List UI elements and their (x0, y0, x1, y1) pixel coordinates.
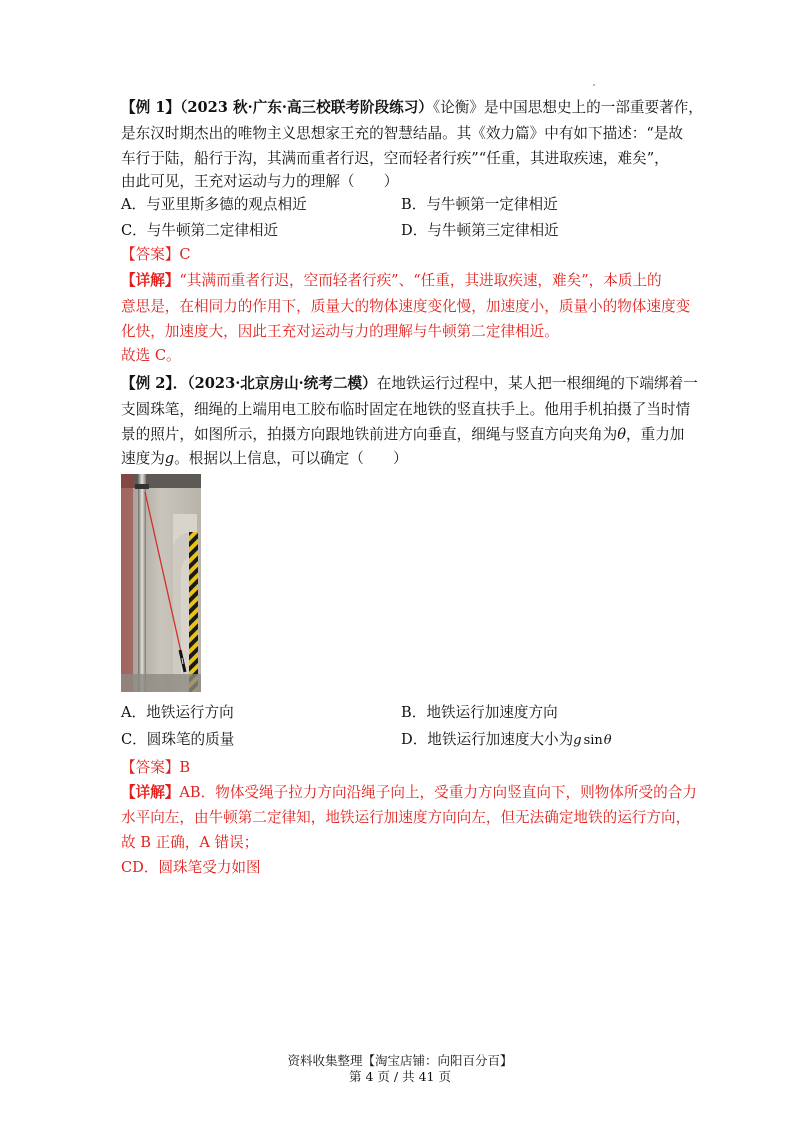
ex2-detail-2: 水平向左，由牛顿第二定律知，地铁运行加速度方向向左，但无法确定地铁的运行方向， (121, 809, 691, 826)
ex2-detail-4: CD．圆珠笔受力如图 (121, 859, 261, 876)
scan-dot (593, 84, 595, 86)
ex1-source: （2023 秋·广东·高三校联考阶段练习） (180, 99, 433, 116)
ex1-line-4: 由此可见，王充对运动与力的理解（ ） (121, 173, 399, 190)
ex1-detail-2: 意思是，在相同力的作用下，质量大的物体速度变化慢，加速度小，质量小的物体速度变 (121, 298, 691, 315)
theta-symbol: θ (617, 426, 626, 443)
ex2-line-3 (121, 423, 685, 447)
ex1-line-3: 车行于陆，船行于沟，其满而重者行迟，空而轻者行疾”“任重，其进取疾速，难矣”， (121, 150, 669, 167)
option-d-theta-symbol: θ (603, 733, 612, 748)
ex2-option-d (401, 728, 612, 753)
ex2-detail-1-text: AB．物体受绳子拉力方向沿绳子向上，受重力方向竖直向下，则物体所受的合力 (179, 784, 697, 801)
ex2-line4-text-a: 速度为 (121, 450, 165, 467)
g-symbol: g (164, 450, 175, 467)
ex2-line4-text-b: 。根据以上信息，可以确定（ ） (174, 450, 408, 467)
ex1-option-a: A．与亚里斯多德的观点相近 (121, 196, 307, 213)
ex1-detail-tag: 【详解】 (121, 272, 180, 289)
ex2-line-2: 支圆珠笔，细绳的上端用电工胶布临时固定在地铁的竖直扶手上。他用手机拍摄了当时情 (121, 401, 691, 418)
ex1-detail-3: 化快，加速度大，因此王充对运动与力的理解与牛顿第二定律相近。 (121, 323, 559, 340)
ex2-option-d-text: D．地铁运行加速度大小为 (401, 731, 574, 748)
footer-source: 资料收集整理【淘宝店铺：向阳百分百】 (287, 1053, 513, 1068)
ex2-line1-text: 在地铁运行过程中，某人把一根细绳的下端绑着一 (376, 375, 698, 392)
subway-handrail-photo (121, 474, 201, 692)
option-d-g-symbol: g (573, 733, 582, 748)
ex2-option-c: C．圆珠笔的质量 (121, 731, 235, 748)
page-number: 第 4 页 / 共 41 页 (349, 1069, 451, 1084)
ex1-detail-1 (121, 269, 681, 293)
ex1-option-d: D．与牛顿第三定律相近 (401, 222, 559, 239)
option-d-sin: sin (583, 733, 603, 748)
ex2-source: （2023·北京房山·统考二模） (187, 375, 377, 392)
ex2-line3-text-b: ，重力加 (626, 426, 685, 443)
ex2-line-1 (121, 372, 698, 396)
ex1-conclusion: 故选 C。 (121, 347, 181, 364)
ex1-option-c: C．与牛顿第二定律相近 (121, 222, 279, 239)
ex2-line3-text-a: 景的照片，如图所示，拍摄方向跟地铁前进方向垂直，细绳与竖直方向夹角为 (121, 426, 618, 443)
ex1-option-b: B．与牛顿第一定律相近 (401, 196, 558, 213)
ex1-line-1 (121, 96, 703, 120)
ex2-detail-3: 故 B 正确，A 错误； (121, 834, 259, 851)
ex2-answer: 【答案】B (121, 759, 191, 776)
ex1-tag: 【例 1】 (121, 99, 181, 116)
ex1-detail-1-text: “其满而重者行迟，空而轻者行疾”、“任重，其进取疾速，难矣”，本质上的 (179, 272, 662, 289)
ex1-answer: 【答案】C (121, 246, 191, 263)
subway-photo-illustration (121, 474, 201, 692)
ex2-line-4 (121, 447, 681, 471)
ex1-line1-text: 《论衡》是中国思想史上的一部重要著作， (432, 99, 703, 116)
ex1-line-2: 是东汉时期杰出的唯物主义思想家王充的智慧结晶。其《效力篇》中有如下描述：“是故 (121, 125, 684, 142)
ex2-tag: 【例 2】． (121, 375, 188, 392)
ex2-detail-1 (121, 781, 697, 805)
ex2-option-a: A．地铁运行方向 (121, 704, 234, 721)
ex2-option-b: B．地铁运行加速度方向 (401, 704, 558, 721)
ex2-detail-tag: 【详解】 (121, 784, 180, 801)
